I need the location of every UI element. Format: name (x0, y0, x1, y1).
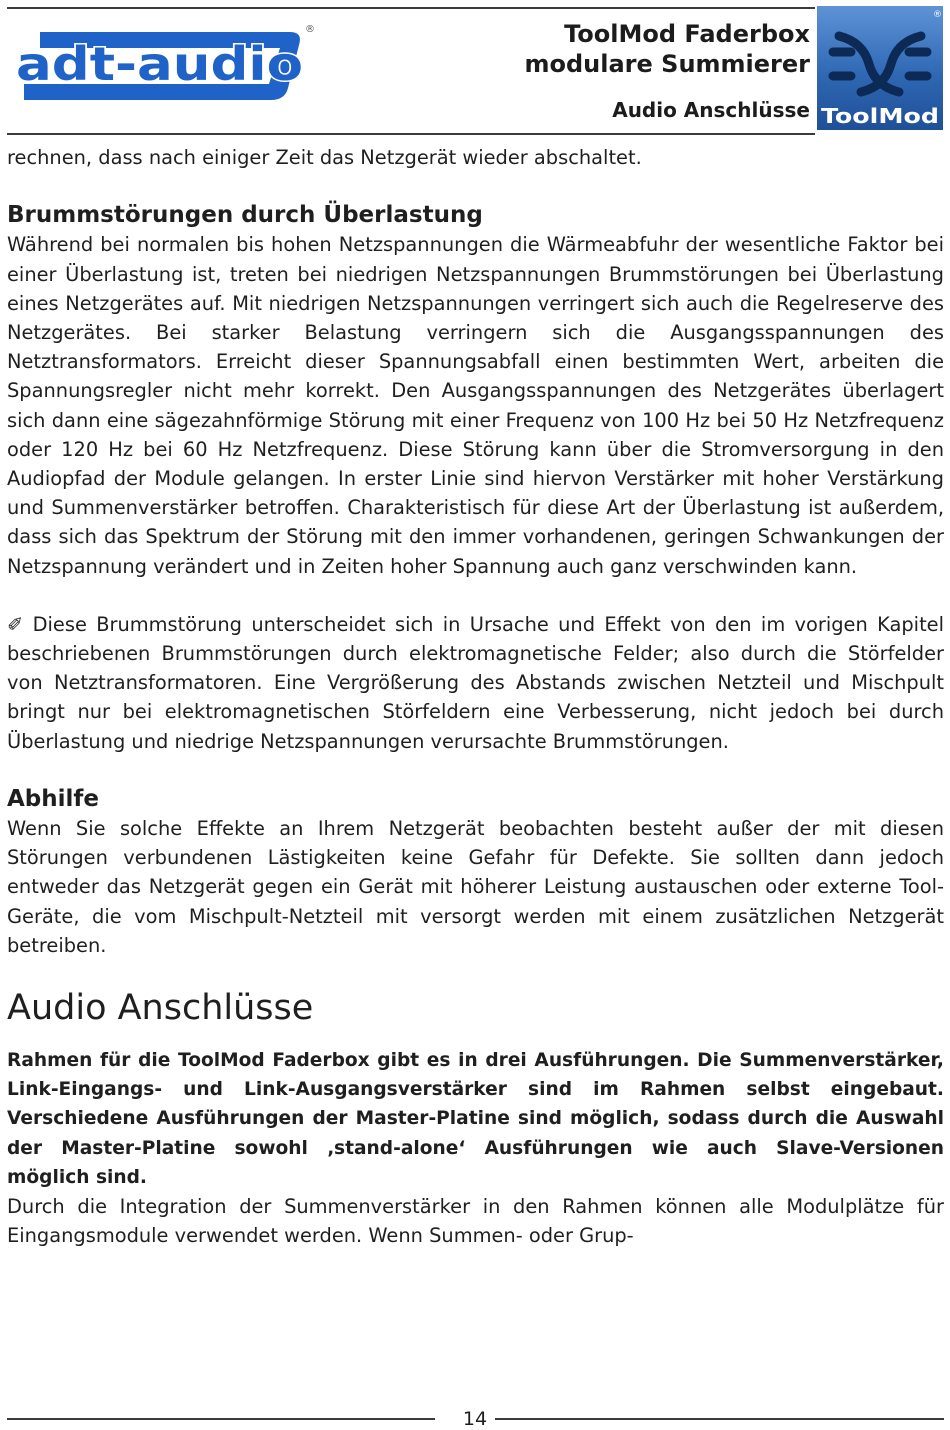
toolmod-logo (817, 6, 943, 130)
header-title: ToolMod Faderbox (564, 20, 810, 48)
page-content (7, 143, 944, 1251)
toolmod-registered-mark: ® (933, 10, 942, 20)
adt-audio-logo-text: adt-audio (16, 37, 303, 91)
toolmod-logo-text: ToolMod (821, 104, 939, 128)
remedy-paragraph: Wenn Sie solche Effekte an Ihrem Netzgerät beobachten besteht außer der mit diesen Störungen verbundenen Lästigkeiten keine Gefahr für Defekte. Sie sollten dann jedoch entweder das Netzgerät gegen ein Gerät mit höherer Leistung austauschen oder externe Tool-Geräte, die vom Mischpult-Netzteil mit versorgt werden mit einem zusätzlichen Netzgerät betreiben. (7, 817, 944, 957)
continuation-paragraph: rechnen, dass nach einiger Zeit das Netzgerät wieder abschaltet. (7, 146, 642, 169)
section-heading-remedy: Abhilfe (7, 785, 100, 812)
section-heading-overload: Brummstörungen durch Überlastung (7, 202, 483, 229)
page-footer (0, 1408, 950, 1430)
chapter-body-paragraph: Durch die Integration der Summenverstärker in den Rahmen können alle Modulplätze für Eingangsmodule verwendet werden. Wenn Summen- oder Grup- (7, 1195, 944, 1248)
adt-audio-registered-mark: ® (305, 24, 315, 35)
page-number: 14 (462, 1408, 488, 1430)
chapter-intro-paragraph: Rahmen für die ToolMod Faderbox gibt es in drei Ausführungen. Die Summenverstärker, Link-Eingangs- und Link-Ausgangsverstärker sind im Rahmen selbst eingebaut. Verschiedene Ausführungen der Master-Platine sind möglich, sodass durch die Auswahl der Master-Platine sowohl ‚stand-alone‘ Ausführungen wie auch Slave-Versionen möglich sind. (7, 1050, 944, 1188)
header-subtitle: modulare Summierer (524, 50, 810, 78)
chapter-heading: Audio Anschlüsse (7, 988, 314, 1029)
note-paragraph: ✐ Diese Brummstörung unterscheidet sich in Ursache und Effekt von den im vorigen Kapitel beschriebenen Brummstörungen durch elektromagnetische Felder; also durch die Störfelder von Netztransformatoren. Eine Vergrößerung des Abstands zwischen Netzteil und Mischpult bringt nur bei elektromagnetischen Störfeldern eine Verbesserung, nicht jedoch bei durch Überlastung und niedrige Netzspannungen verursachte Brummstörungen. (7, 612, 944, 753)
footer-rule-right (495, 1418, 944, 1420)
header-top-rule (7, 7, 815, 9)
adt-audio-logo (12, 22, 317, 104)
header-bottom-rule (7, 133, 815, 135)
header-section-title: Audio Anschlüsse (612, 98, 810, 122)
overload-paragraph: Während bei normalen bis hohen Netzspannungen die Wärmeabfuhr der wesentliche Faktor bei einer Überlastung ist, treten bei niedrigen Netzspannungen Brummstörungen bei Überlastung eines Netzgerätes auf. Mit niedrigen Netzspannungen verringert sich auch die Regelreserve des Netzgerätes. Bei starker Belastung verringern sich die Ausgangsspannungen des Netztransformators. Erreicht dieser Spannungsabfall einen bestimmten Wert, arbeiten die Spannungsregler nicht mehr korrekt. Den Ausgangsspannungen des Netzgerätes überlagert sich dann eine sägezahnförmige Störung mit einer Frequenz von 100 Hz bei 50 Hz Netzfrequenz oder 120 Hz bei 60 Hz Netzfrequenz. Diese Störung kann über die Stromversorgung in den Audiopfad der Module gelangen. In erster Linie sind hiervon Verstärker mit hoher Verstärkung und Summenverstärker betroffen. Charakteristisch für diese Art der Überlastung ist außerdem, dass sich das Spektrum der Störung mit den immer vorhandenen, geringen Schwankungen der Netzspannung verändert und in Zeiten hoher Spannung auch ganz verschwinden kann. (7, 233, 944, 578)
